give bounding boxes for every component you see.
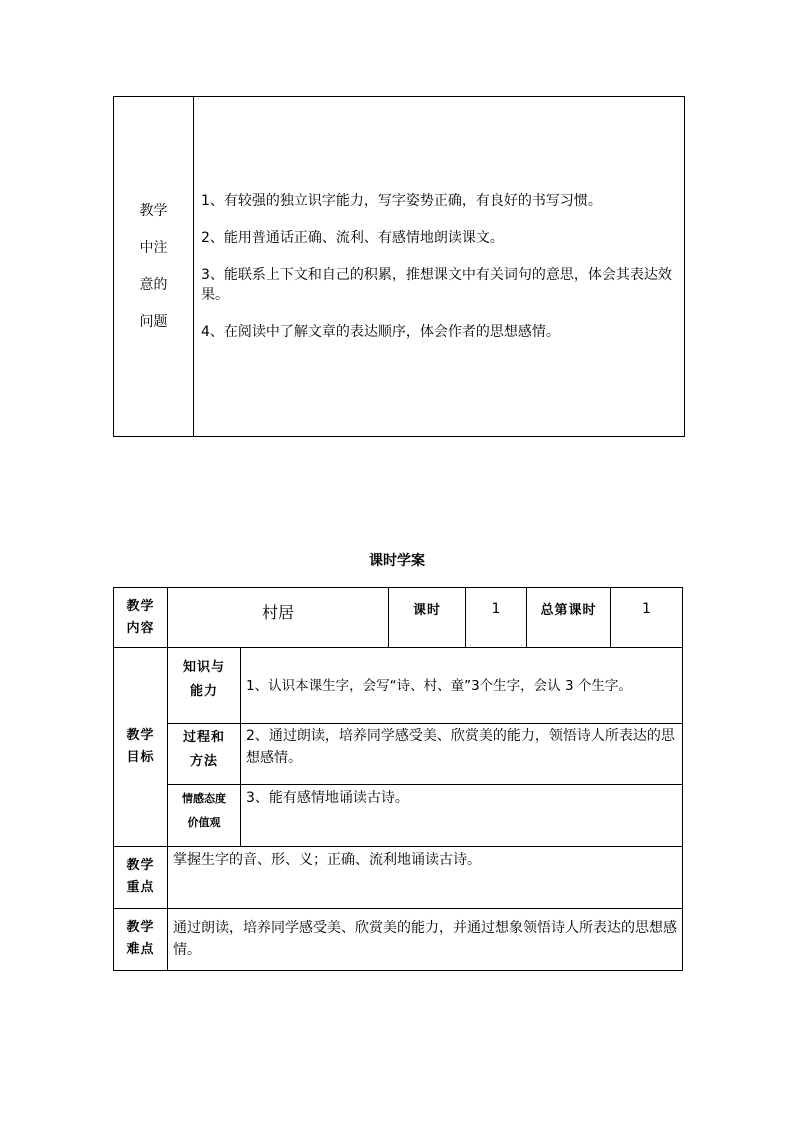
notes-label-line: 意的 <box>139 276 168 293</box>
notes-item: 1、有较强的独立识字能力，写字姿势正确，有良好的书写习惯。 <box>201 193 602 209</box>
content-label-a: 教学 <box>126 598 155 614</box>
notes-item: 3、能联系上下文和自己的积累，推想课文中有关词句的意思，体会其表达效果。 <box>201 267 672 303</box>
objective-text: 1、认识本课生字，会写“诗、村、童”3个生字，会认 3 个生字。 <box>241 648 683 724</box>
sub-label-b: 方法 <box>189 754 218 770</box>
notes-label-cell <box>114 97 194 437</box>
key-points-label-cell <box>114 846 168 908</box>
key-points-text: 掌握生字的音、形、义；正确、流利地诵读古诗。 <box>168 846 683 908</box>
objective-sub-label <box>168 724 241 784</box>
key-points-label-a: 教学 <box>126 858 155 874</box>
notes-item: 2、能用普通话正确、流利、有感情地朗读课文。 <box>201 230 504 246</box>
notes-label-line: 教学 <box>139 202 168 219</box>
difficulties-text: 通过朗读，培养同学感受美、欣赏美的能力，并通过想象领悟诗人所表达的思想感情。 <box>168 908 683 970</box>
content-label-b: 内容 <box>126 620 155 636</box>
total-label-cell: 总第课时 <box>527 588 611 648</box>
key-points-label-b: 重点 <box>126 880 155 896</box>
objectives-label-cell <box>114 648 168 847</box>
sub-label-a: 情感态度 <box>182 791 226 805</box>
notes-content-cell <box>194 97 685 437</box>
notes-item: 4、在阅读中了解文章的表达顺序，体会作者的思想感情。 <box>201 324 560 340</box>
objectives-label-b: 目标 <box>126 749 155 765</box>
difficulties-label-b: 难点 <box>126 942 155 958</box>
sub-label-a: 过程和 <box>182 730 225 746</box>
objective-sub-label <box>168 784 241 846</box>
objective-text: 2、通过朗读，培养同学感受美、欣赏美的能力，领悟诗人所表达的思想感情。 <box>241 724 683 784</box>
difficulties-label-cell <box>114 908 168 970</box>
sub-label-a: 知识与 <box>182 660 225 676</box>
difficulties-label-a: 教学 <box>126 920 155 936</box>
keshi-value-cell: 1 <box>466 588 527 648</box>
total-value-cell: 1 <box>611 588 683 648</box>
objective-text: 3、能有感情地诵读古诗。 <box>241 784 683 846</box>
content-label-cell <box>114 588 168 648</box>
lesson-title-cell: 村居 <box>168 588 389 648</box>
keshi-label-cell: 课时 <box>389 588 466 648</box>
sub-label-b: 价值观 <box>187 815 221 829</box>
section-heading: 课时学案 <box>369 553 425 569</box>
objectives-label-a: 教学 <box>126 727 155 743</box>
teaching-notes-table <box>113 96 685 437</box>
notes-label-line: 中注 <box>139 239 168 256</box>
notes-label-line: 问题 <box>139 313 168 330</box>
lesson-plan-table <box>113 587 683 971</box>
objective-sub-label <box>168 648 241 724</box>
sub-label-b: 能力 <box>189 684 218 700</box>
